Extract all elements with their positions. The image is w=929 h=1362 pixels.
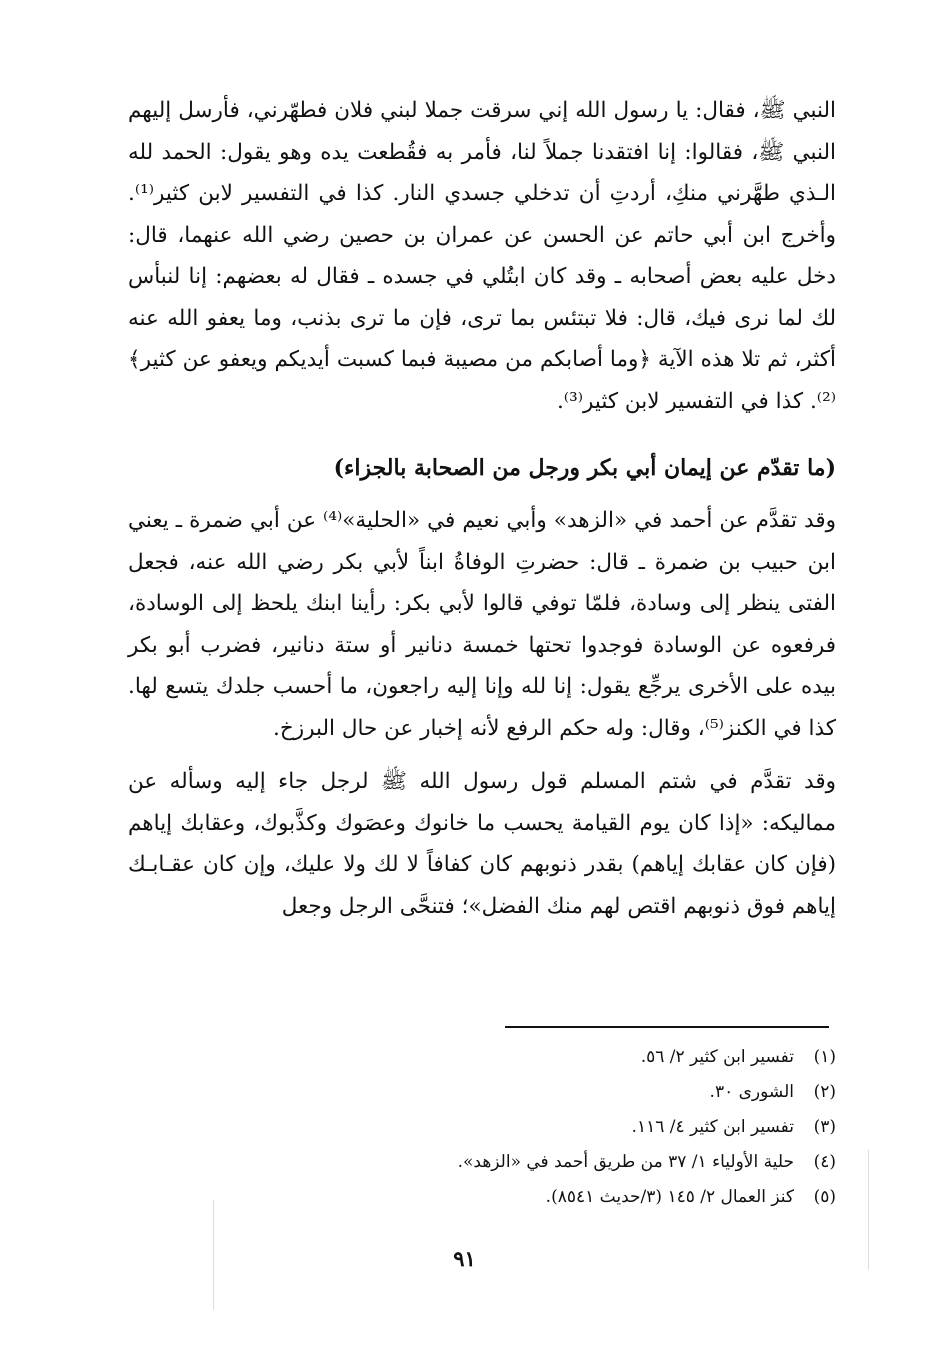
footnote-item [128,1075,836,1110]
scan-artifact-line [868,1150,869,1270]
footnote-divider [505,1026,829,1028]
footnote-item [128,1040,836,1075]
footnote-number: (٢) [813,1082,836,1102]
footnote-item [128,1180,836,1215]
paragraph-slaves: وقد تقدَّم في شتم المسلم قول رسول الله ﷺ لرجل جاء إليه وسأله عن مماليكه: «إذا كان يوم القيامة يحسب ما خانوك وعصَوك وكذَّبوك، وعقابك إياهم (فإن كان عقابك إياهم) بقدر ذنوبهم كان كفافاً لا لك ولا عليك، وإن كان عقـابـك إياهم فوق ذنوبهم اقتص لهم منك الفضل»؛ فتنحَّى الرجل وجعل [128,769,836,919]
paragraph-abu-bakr: وقد تقدَّم عن أحمد في «الزهد» وأبي نعيم في «الحلية»⁽⁴⁾ عن أبي ضمرة ـ يعني ابن حبيب بن ضمرة ـ قال: حضرتِ الوفاةُ ابناً لأبي بكر رضي الله عنه، فجعل الفتى ينظر إلى وسادة، فلمّا توفي قالوا لأبي بكر: رأينا ابنك يلحظ إلى الوسادة، فرفعوه عن الوسادة فوجدوا تحتها خمسة دنانير أو ستة دنانير، فضرب أبو بكر بيده على الأخرى يرجِّع يقول: إنا لله وإنا إليه راجعون، ما أحسب جلدك يتسع لها. كذا في الكنز⁽⁵⁾، وقال: وله حكم الرفع لأنه إخبار عن حال البرزخ. [128,508,837,741]
footnote-text: الشورى ٣٠. [709,1082,794,1102]
footnote-item [128,1110,836,1145]
footnote-text: تفسير ابن كثير ٤/ ١١٦. [631,1117,794,1137]
footnote-number: (٣) [813,1117,836,1137]
footnotes [128,1040,836,1215]
page-number: ٩١ [453,1246,476,1271]
footnote-text: تفسير ابن كثير ٢/ ٥٦. [640,1047,794,1067]
page-body [128,90,836,927]
paragraph-intro: النبي ﷺ، فقال: يا رسول الله إني سرقت جملا لبني فلان فطهّرني، فأرسل إليهم النبي ﷺ، فقالوا: إنا افتقدنا جملاً لنا، فأمر به فقُطعت يده وهو يقول: الحمد لله الـذي طهَّرني منكِ، أردتِ أن تدخلي جسدي النار. كذا في التفسير لابن كثير⁽¹⁾. وأخرج ابن أبي حاتم عن الحسن عن عمران بن حصين رضي الله عنهما، قال: دخل عليه بعض أصحابه ـ وقد كان ابتُلي في جسده ـ فقال له بعضهم: إنا لنبأس لك لما نرى فيك، قال: فلا تبتئس بما ترى، فإن ما ترى بذنب، وما يعفو الله عنه أكثر، ثم تلا هذه الآية ﴿وما أصابكم من مصيبة فبما كسبت أيديكم ويعفو عن كثير﴾⁽²⁾. كذا في التفسير لابن كثير⁽³⁾. [128,98,836,414]
footnote-number: (٤) [813,1152,836,1172]
footnote-text: حلية الأولياء ١/ ٣٧ من طريق أحمد في «الزهد». [457,1152,794,1172]
footnote-number: (١) [813,1047,836,1067]
section-heading: (ما تقدّم عن إيمان أبي بكر ورجل من الصحابة بالجزاء) [333,455,836,481]
footnote-number: (٥) [813,1187,836,1207]
scan-artifact-line [213,1200,214,1310]
footnote-item [128,1145,836,1180]
footnote-text: كنز العمال ٢/ ١٤٥ (٣/حديث ٨٥٤١). [545,1187,794,1207]
